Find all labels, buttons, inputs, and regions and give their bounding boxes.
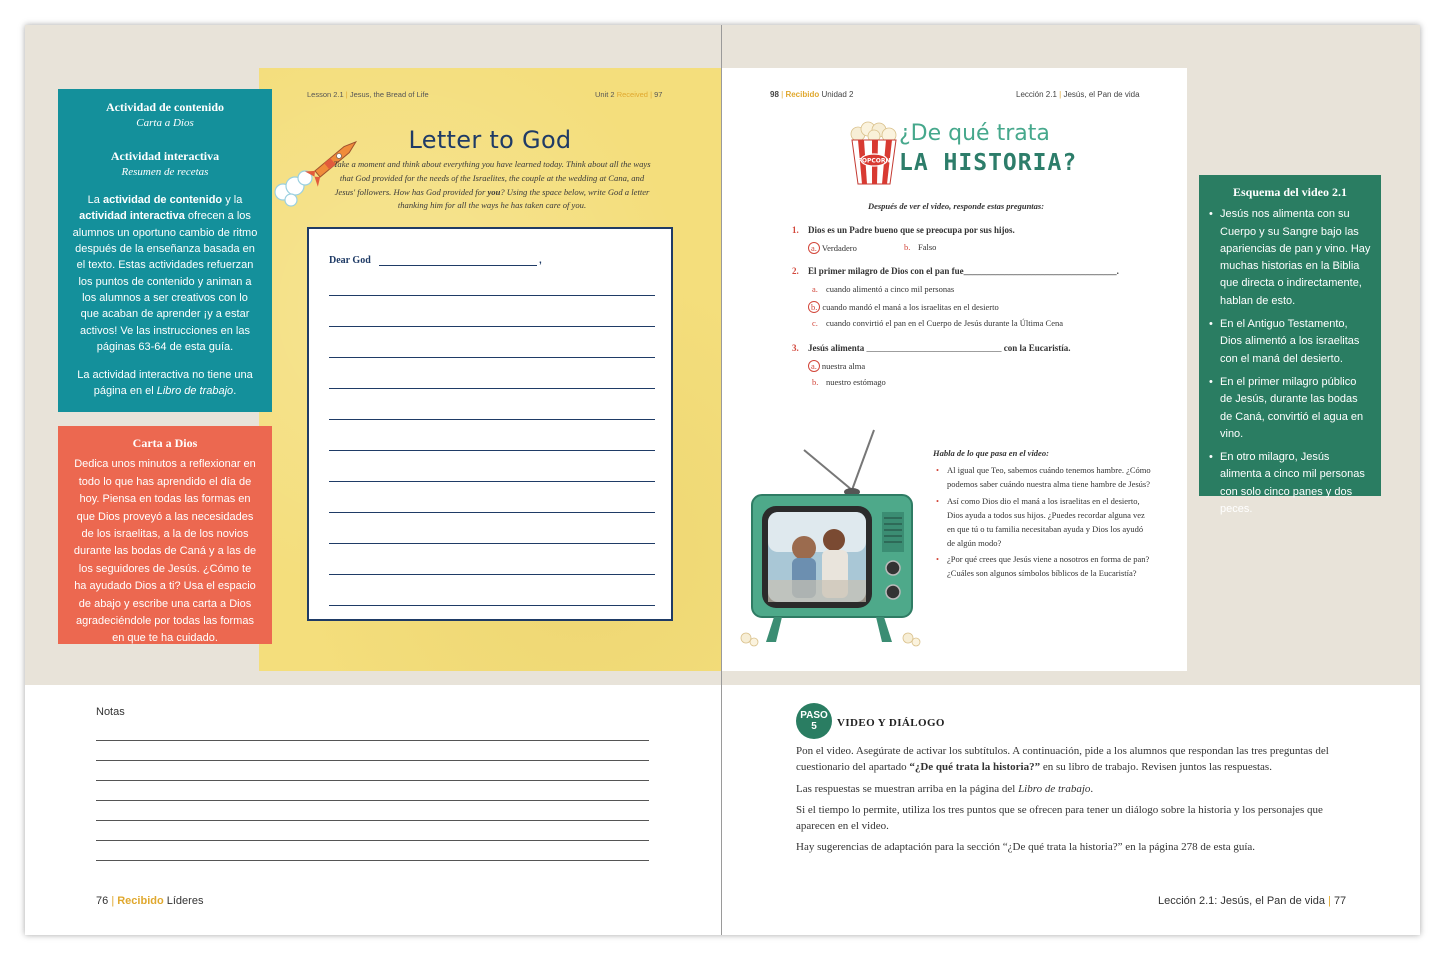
writing-line — [329, 419, 655, 420]
answer-circled: a. nuestra alma — [808, 360, 865, 372]
step-title: VIDEO Y DIÁLOGO — [837, 717, 945, 729]
writing-line — [329, 295, 655, 296]
notes-line — [96, 800, 649, 801]
question-1: 1. Dios es un Padre bueno que se preocupa por sus hijos. — [792, 225, 1015, 235]
answer-circled: a. Verdadero — [808, 242, 857, 254]
notes-line — [96, 760, 649, 761]
discussion-list — [933, 464, 1151, 584]
writing-line — [329, 450, 655, 451]
list-item: • ¿Por qué crees que Jesús viene a nosotros en forma de pan? ¿Cuáles son algunos símbolos bíblicos de la Eucaristía? — [933, 553, 1151, 581]
writing-line — [329, 512, 655, 513]
workbook-header-right: Unit 2 Received | 97 — [595, 90, 663, 99]
list-item: • Jesús nos alimenta con su Cuerpo y su Sangre bajo las apariencias de pan y vino. Hay muchas historias en la Biblia que directa o indirectamente, hablan de esto. — [1209, 206, 1371, 310]
letter-instructions: Take a moment and think about everything you have learned today. Think about all the ways that God provided for the needs of the Israelites, the couple at the wedding at Cana, and Jesus' followers. How has God provided for you? Using the space below, write God a letter thanking him for all the ways he has taken care of you. — [333, 159, 651, 211]
answer-option: b. nuestro estómago — [812, 377, 886, 387]
writing-line — [329, 388, 655, 389]
story-title-line2: LA HISTORIA? — [899, 150, 1078, 176]
activity-description: La actividad de contenido y la actividad interactiva ofrecen a los alumnos un oportuno cambio de ritmo después de la enseñanza basada en el texto. Estas actividades refuerzan los puntos de contenido y animan a los alumnos a ser creativos con lo que acaban de aprender ¡y a estar activos! Ve las instrucciones en las páginas 63-64 de esta guía. — [72, 194, 258, 353]
writing-line — [329, 605, 655, 606]
answer-option: c. cuando convirtió el pan en el Cuerpo de Jesús durante la Última Cena — [812, 318, 1063, 328]
notes-line — [96, 840, 649, 841]
popcorn-icon — [844, 120, 904, 186]
letter-info-box: Carta a Dios Dedica unos minutos a reflexionar en todo lo que has aprendido el día de hoy. Piensa en todas las formas en que Dios proveyó a las necesidades de los israelitas, a la de los novios durante las bodas de Caná y a las de los seguidores de Jesús. ¿Cómo te ha ayudado Dios a ti? Usa el espacio de abajo y escribe una carta a Dios agradeciéndole por todas las formas en que te ha cuidado. — [58, 426, 272, 644]
video-outline-box: Esquema del video 2.1 • Jesús nos alimenta con su Cuerpo y su Sangre bajo las apariencias de pan y vino. Hay muchas historias en la Biblia que directa o indirectamente, hablan de esto. • En el Antiguo Testamento, Dios alimentó a los israelitas con el maná del desierto. • En el primer milagro público de Jesús, durante las bodas de Caná, convirtió el agua en vino. • En otro milagro, Jesús alimenta a cinco mil personas con solo cinco panes y dos peces. — [1199, 175, 1381, 496]
writing-line — [329, 481, 655, 482]
step-badge: PASO 5 — [796, 703, 832, 739]
footer-left: 76 | Recibido Líderes — [96, 895, 204, 907]
writing-line — [329, 574, 655, 575]
answer-circled: b. cuando mandó el maná a los israelitas en el desierto — [808, 301, 999, 313]
television-illustration — [734, 420, 934, 650]
svg-text:POPCORN: POPCORN — [857, 157, 891, 165]
discussion-heading: Habla de lo que pasa en el video: — [933, 448, 1049, 458]
workbook-page-story — [722, 68, 1187, 671]
question-3: 3. Jesús alimenta ______________________________ con la Eucaristía. — [792, 343, 1071, 353]
notes-line — [96, 860, 649, 861]
writing-line — [329, 326, 655, 327]
list-item: • En el Antiguo Testamento, Dios alimentó a los israelitas con el maná del desierto. — [1209, 316, 1371, 368]
activity-info-box: Actividad de contenido Carta a Dios Actividad interactiva Resumen de recetas La actividad de contenido y la actividad interactiva ofrecen a los alumnos un oportuno cambio de ritmo después de la enseñanza basada en el texto. Estas actividades refuerzan los puntos de contenido y animan a los alumnos a ser creativos con lo que acaban de aprender ¡y a estar activos! Ve las instrucciones en las páginas 63-64 de esta guía. La actividad interactiva no tiene una página en el Libro de trabajo. — [58, 89, 272, 412]
letter-writing-box: Dear God , — [307, 227, 673, 621]
writing-line — [329, 543, 655, 544]
answer-option: a. cuando alimentó a cinco mil personas — [812, 284, 955, 294]
letter-info-text: Dedica unos minutos a reflexionar en todo lo que has aprendido el día de hoy. Piensa en todas las formas en que Dios proveyó a las necesidades de los israelitas, a la de los novios durante las bodas de Caná y a las de los seguidores de Jesús. ¿Cómo te ha ayudado Dios a ti? Usa el espacio de abajo y escribe una carta a Dios agradeciéndole por todas las formas en que te ha cuidado. — [73, 458, 257, 645]
workbook-header-left: 98 | Recibido Unidad 2 — [770, 90, 854, 99]
workbook-page-letter — [259, 68, 721, 671]
list-item: • Al igual que Teo, sabemos cuándo tenemos hambre. ¿Cómo podemos saber cuándo nuestra alma tiene hambre de Jesús? — [933, 464, 1151, 492]
notes-line — [96, 820, 649, 821]
book-spread — [25, 25, 1420, 935]
story-title-line1: ¿De qué trata — [899, 121, 1050, 146]
notes-line — [96, 780, 649, 781]
answer-option: b. Falso — [904, 242, 937, 252]
writing-line — [329, 357, 655, 358]
activity-note: La actividad interactiva no tiene una página en el Libro de trabajo. — [77, 369, 253, 398]
step-instructions: Pon el video. Asegúrate de activar los subtítulos. A continuación, pide a los alumnos que respondan las tres preguntas del cuestionario del apartado “¿De qué trata la historia?” en su libro de trabajo. Revisen juntos las respuestas. Las respuestas se muestran arriba en la página del Libro de trabajo. Si el tiempo lo permite, utiliza los tres puntos que se ofrecen para tener un diálogo sobre la historia y los personajes que aparecen en el video. Hay sugerencias de adaptación para la sección “¿De qué trata la historia?” en la página 278 de esta guía. — [796, 745, 1329, 854]
notes-label: Notas — [96, 706, 125, 718]
list-item: • En el primer milagro público de Jesús, durante las bodas de Caná, convirtió el agua en vino. — [1209, 374, 1371, 443]
workbook-header-left: Lesson 2.1 | Jesus, the Bread of Life — [307, 90, 429, 99]
workbook-header-right: Lección 2.1 | Jesús, el Pan de vida — [1016, 90, 1140, 99]
question-2: 2. El primer milagro de Dios con el pan fue__________________________________. — [792, 266, 1119, 276]
list-item: • Así como Dios dio el maná a los israelitas en el desierto, Dios ayuda a todos sus hijos. ¿Puedes recordar alguna vez en que tú o tu familia necesitaban ayuda y Dios los ayudó de algún modo? — [933, 495, 1151, 551]
list-item: • En otro milagro, Jesús alimenta a cinco mil personas con solo cinco panes y dos peces. — [1209, 449, 1371, 518]
footer-right: Lección 2.1: Jesús, el Pan de vida | 77 — [1158, 895, 1347, 907]
name-blank-line — [379, 265, 537, 266]
notes-line — [96, 740, 649, 741]
questions-intro: Después de ver el video, responde estas preguntas: — [867, 201, 1045, 211]
dear-god-label: Dear God — [329, 255, 371, 266]
letter-title: Letter to God — [408, 126, 572, 154]
